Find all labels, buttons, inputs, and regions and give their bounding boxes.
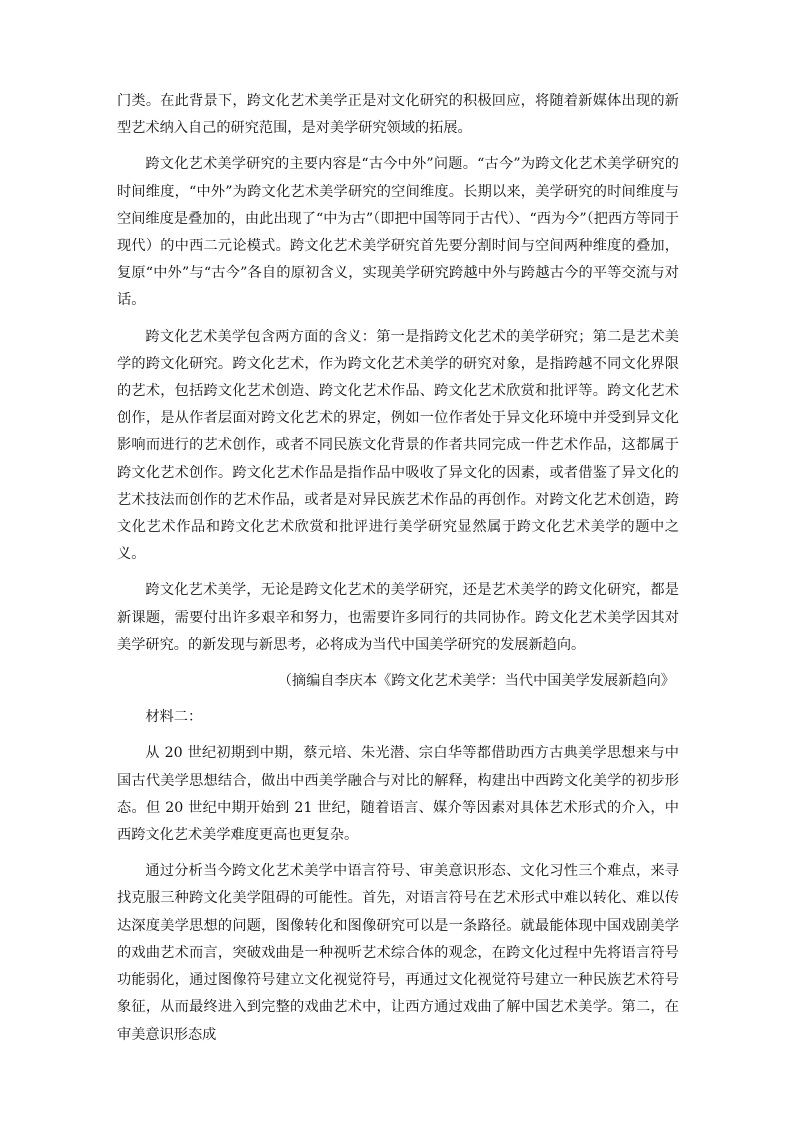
source-citation: （摘编自李庆本《跨文化艺术美学：当代中国美学发展新趋向》	[277, 673, 675, 690]
paragraph-1: 门类。在此背景下，跨文化艺术美学正是对文化研究的积极回应，将随着新媒体出现的新型艺术纳入自己的研究范围，是对美学研究领域的拓展。	[117, 93, 679, 137]
paragraph-3: 跨文化艺术美学包含两方面的含义：第一是指跨文化艺术的美学研究；第二是艺术美学的跨文化研究。跨文化艺术，作为跨文化艺术美学的研究对象，是指跨越不同文化界限的艺术，包括跨文化艺术创造、跨文化艺术作品、跨文化艺术欣赏和批评等。跨文化艺术创作，是从作者层面对跨文化艺术的界定，例如一位作者处于异文化环境中并受到异文化影响而进行的艺术创作，或者不同民族文化背景的作者共同完成一件艺术作品，这都属于跨文化艺术创作。跨文化艺术作品是指作品中吸收了异文化的因素，或者借鉴了异文化的艺术技法而创作的艺术作品，或者是对异民族艺术作品的再创作。对跨文化艺术创造，跨文化艺术作品和跨文化艺术欣赏和批评进行美学研究显然属于跨文化艺术美学的题中之义。	[117, 328, 679, 563]
material-two-label: 材料二：	[145, 709, 203, 726]
paragraph-6: 通过分析当今跨文化艺术美学中语言符号、审美意识形态、文化习性三个难点，来寻找克服三种跨文化美学阻碍的可能性。首先，对语言符号在艺术形式中难以转化、难以传达深度美学思想的问题，图像转化和图像研究可以是一条路径。就最能体现中国戏剧美学的戏曲艺术而言，突破戏曲是一种视听艺术综合体的观念，在跨文化过程中先将语言符号功能弱化，通过图像符号建立文化视觉符号，再通过文化视觉符号建立一种民族艺术符号象征，从而最终进入到完整的戏曲艺术中，让西方通过戏曲了解中国艺术美学。第二，在审美意识形态成	[117, 863, 679, 1043]
paragraph-5: 从 20 世纪初期到中期，蔡元培、朱光潜、宗白华等都借助西方古典美学思想来与中国古代美学思想结合，做出中西美学融合与对比的解释，构建出中西跨文化美学的初步形态。但 20 世纪中期开始到 21 世纪，随着语言、媒介等因素对具体艺术形式的介入，中西跨文化艺术美学难度更高也更复杂。	[117, 745, 679, 844]
paragraph-4: 跨文化艺术美学，无论是跨文化艺术的美学研究，还是艺术美学的跨文化研究，都是新课题，需要付出许多艰辛和努力，也需要许多同行的共同协作。跨文化艺术美学因其对美学研究。的新发现与新思考，必将成为当代中国美学研究的发展新趋向。	[117, 582, 679, 653]
paragraph-2: 跨文化艺术美学研究的主要内容是“古今中外”问题。“古今”为跨文化艺术美学研究的时间维度，“中外”为跨文化艺术美学研究的空间维度。长期以来，美学研究的时间维度与空间维度是叠加的，由此出现了“中为古”（即把中国等同于古代）、“西为今”（把西方等同于现代）的中西二元论模式。跨文化艺术美学研究首先要分割时间与空间两种维度的叠加，复原“中外”与“古今”各自的原初含义，实现美学研究跨越中外与跨越古今的平等交流与对话。	[117, 156, 679, 309]
document-page	[117, 88, 679, 1049]
